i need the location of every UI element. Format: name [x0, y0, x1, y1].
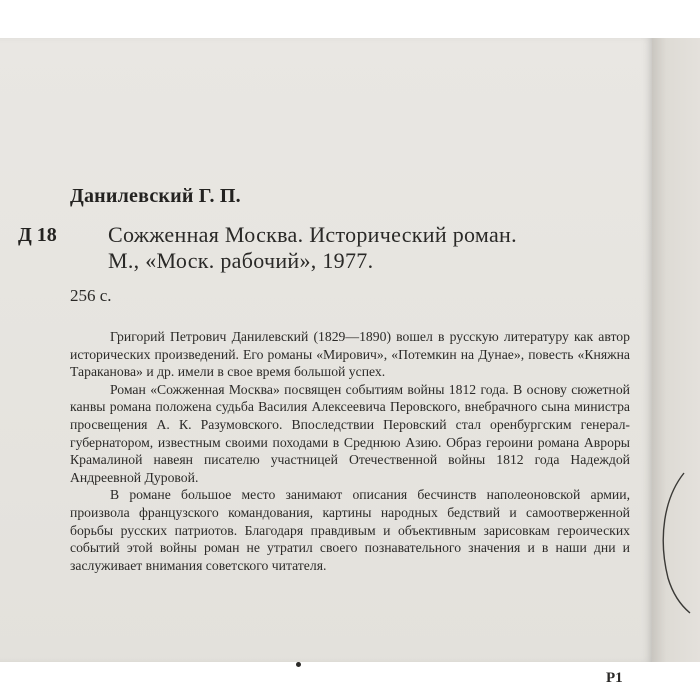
shelf-mark: Д 18: [18, 224, 57, 246]
book-page: [0, 38, 652, 686]
page-count: 256 с.: [70, 286, 112, 305]
abstract-paragraph-2: Роман «Сожженная Москва» посвящен событиям войны 1812 года. В основу сюжетной канвы романа положена судьба Василия Алексеевича Перовского, внебрачного сына министра просвещения А. К. Разумовского. Впоследствии Перовский стал оренбургским генерал-губернатором, известным своими походами в Среднюю Азию. Образ героини романа Авроры Крамалиной навеян писателю участницей Отечественной войны 1812 года Надеждой Андреевной Дуровой.: [70, 381, 630, 485]
show-through-curve: [654, 468, 694, 618]
abstract-paragraph-1: Григорий Петрович Данилевский (1829—1890) вошел в русскую литературу как автор исторических произведений. Его романы «Мирович», «Потемкин на Дунае», повесть «Княжна Тараканова» и др. имели в свое время большой успех.: [70, 329, 630, 380]
end-bullet: [296, 662, 301, 667]
author-name: Данилевский Г. П.: [70, 185, 241, 207]
book-abstract: [70, 328, 630, 574]
abstract-paragraph-3: В романе большое место занимают описания бесчинств наполеоновской армии, произвола французского командования, картины народных бедствий и самоотверженной борьбы русских патриотов. Благодаря правдивым и объективным зарисовкам героических событий этой войны роман не утратил своего познавательного значения и в наши дни и заслуживает внимания советского читателя.: [70, 487, 630, 573]
publisher-line: М., «Моск. рабочий», 1977.: [108, 248, 374, 273]
book-title-line-1: Сожженная Москва. Исторический роман.: [108, 222, 517, 247]
facing-page-edge: [652, 38, 700, 662]
printer-signature: Р1: [606, 670, 623, 686]
